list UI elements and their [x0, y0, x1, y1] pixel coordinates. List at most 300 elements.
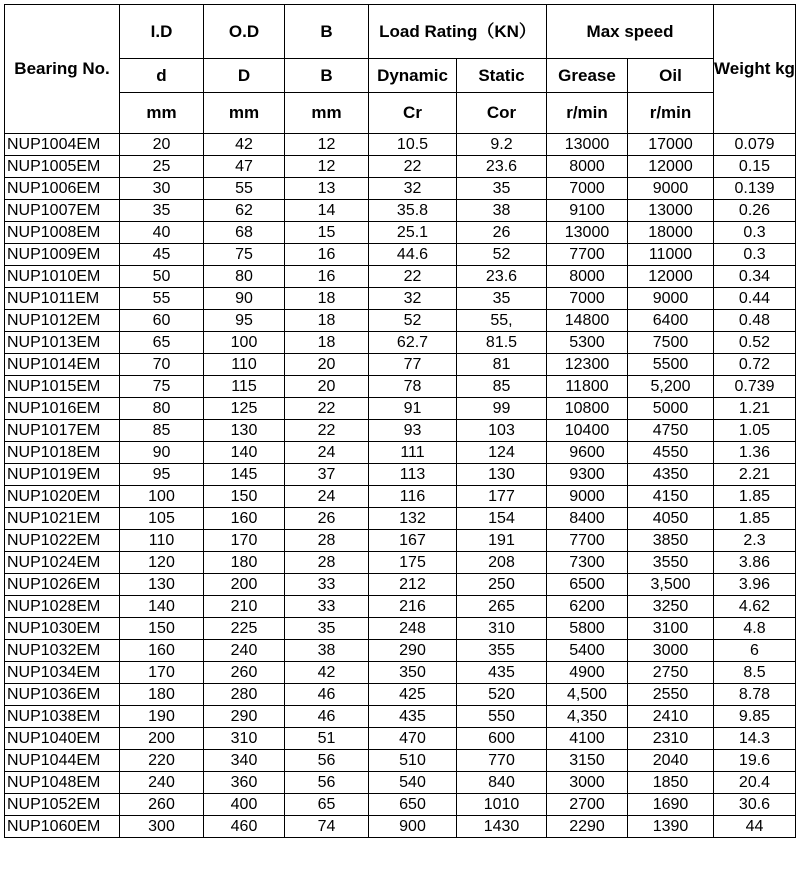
width-cell: 14 [285, 200, 369, 222]
width-cell: 16 [285, 244, 369, 266]
dynamic-load-cell: 22 [369, 266, 457, 288]
width-cell: 20 [285, 354, 369, 376]
bearing-no-cell: NUP1008EM [5, 222, 120, 244]
width-cell: 38 [285, 640, 369, 662]
dynamic-load-cell: 44.6 [369, 244, 457, 266]
inner-diameter-cell: 100 [120, 486, 204, 508]
grease-speed-cell: 7000 [547, 288, 628, 310]
bearing-spec-table [4, 4, 796, 838]
header-id: I.D [120, 5, 204, 59]
table-row [5, 552, 796, 574]
inner-diameter-cell: 180 [120, 684, 204, 706]
dynamic-load-cell: 77 [369, 354, 457, 376]
table-row [5, 816, 796, 838]
oil-speed-cell: 7500 [628, 332, 714, 354]
table-row [5, 794, 796, 816]
grease-speed-cell: 9100 [547, 200, 628, 222]
inner-diameter-cell: 25 [120, 156, 204, 178]
static-load-cell: 520 [457, 684, 547, 706]
width-cell: 22 [285, 398, 369, 420]
header-od: O.D [204, 5, 285, 59]
dynamic-load-cell: 167 [369, 530, 457, 552]
grease-speed-cell: 7000 [547, 178, 628, 200]
grease-speed-cell: 10800 [547, 398, 628, 420]
width-cell: 18 [285, 288, 369, 310]
oil-speed-cell: 4550 [628, 442, 714, 464]
outer-diameter-cell: 130 [204, 420, 285, 442]
bearing-no-cell: NUP1009EM [5, 244, 120, 266]
weight-cell: 4.62 [714, 596, 796, 618]
width-cell: 33 [285, 596, 369, 618]
bearing-no-cell: NUP1010EM [5, 266, 120, 288]
weight-cell: 1.36 [714, 442, 796, 464]
dynamic-load-cell: 113 [369, 464, 457, 486]
weight-cell: 2.21 [714, 464, 796, 486]
static-load-cell: 177 [457, 486, 547, 508]
dynamic-load-cell: 212 [369, 574, 457, 596]
outer-diameter-cell: 400 [204, 794, 285, 816]
grease-speed-cell: 2700 [547, 794, 628, 816]
static-load-cell: 310 [457, 618, 547, 640]
outer-diameter-cell: 55 [204, 178, 285, 200]
header-unit-id: mm [120, 93, 204, 134]
dynamic-load-cell: 350 [369, 662, 457, 684]
dynamic-load-cell: 470 [369, 728, 457, 750]
bearing-no-cell: NUP1032EM [5, 640, 120, 662]
bearing-no-cell: NUP1060EM [5, 816, 120, 838]
oil-speed-cell: 3250 [628, 596, 714, 618]
bearing-no-cell: NUP1030EM [5, 618, 120, 640]
static-load-cell: 770 [457, 750, 547, 772]
table-row [5, 376, 796, 398]
oil-speed-cell: 2310 [628, 728, 714, 750]
header-oil: Oil [628, 59, 714, 93]
bearing-no-cell: NUP1013EM [5, 332, 120, 354]
width-cell: 56 [285, 750, 369, 772]
static-load-cell: 23.6 [457, 266, 547, 288]
outer-diameter-cell: 90 [204, 288, 285, 310]
bearing-no-cell: NUP1036EM [5, 684, 120, 706]
table-row [5, 464, 796, 486]
static-load-cell: 208 [457, 552, 547, 574]
grease-speed-cell: 8000 [547, 266, 628, 288]
inner-diameter-cell: 260 [120, 794, 204, 816]
header-max-speed: Max speed [547, 5, 714, 59]
width-cell: 35 [285, 618, 369, 640]
table-row [5, 200, 796, 222]
inner-diameter-cell: 170 [120, 662, 204, 684]
oil-speed-cell: 4150 [628, 486, 714, 508]
dynamic-load-cell: 111 [369, 442, 457, 464]
weight-cell: 0.72 [714, 354, 796, 376]
outer-diameter-cell: 460 [204, 816, 285, 838]
header-D-symbol: D [204, 59, 285, 93]
oil-speed-cell: 5,200 [628, 376, 714, 398]
weight-cell: 1.05 [714, 420, 796, 442]
outer-diameter-cell: 95 [204, 310, 285, 332]
oil-speed-cell: 1390 [628, 816, 714, 838]
inner-diameter-cell: 220 [120, 750, 204, 772]
grease-speed-cell: 5400 [547, 640, 628, 662]
width-cell: 33 [285, 574, 369, 596]
oil-speed-cell: 5500 [628, 354, 714, 376]
inner-diameter-cell: 140 [120, 596, 204, 618]
weight-cell: 0.26 [714, 200, 796, 222]
table-row [5, 156, 796, 178]
header-unit-cor: Cor [457, 93, 547, 134]
dynamic-load-cell: 132 [369, 508, 457, 530]
bearing-no-cell: NUP1012EM [5, 310, 120, 332]
grease-speed-cell: 3150 [547, 750, 628, 772]
outer-diameter-cell: 310 [204, 728, 285, 750]
grease-speed-cell: 3000 [547, 772, 628, 794]
static-load-cell: 550 [457, 706, 547, 728]
header-B-symbol: B [285, 59, 369, 93]
width-cell: 46 [285, 706, 369, 728]
inner-diameter-cell: 20 [120, 134, 204, 156]
weight-cell: 0.079 [714, 134, 796, 156]
grease-speed-cell: 2290 [547, 816, 628, 838]
table-row [5, 618, 796, 640]
dynamic-load-cell: 290 [369, 640, 457, 662]
grease-speed-cell: 9000 [547, 486, 628, 508]
dynamic-load-cell: 216 [369, 596, 457, 618]
oil-speed-cell: 3550 [628, 552, 714, 574]
static-load-cell: 124 [457, 442, 547, 464]
width-cell: 20 [285, 376, 369, 398]
static-load-cell: 103 [457, 420, 547, 442]
header-unit-cr: Cr [369, 93, 457, 134]
bearing-no-cell: NUP1052EM [5, 794, 120, 816]
grease-speed-cell: 7700 [547, 244, 628, 266]
bearing-no-cell: NUP1014EM [5, 354, 120, 376]
table-row [5, 332, 796, 354]
grease-speed-cell: 6200 [547, 596, 628, 618]
table-row [5, 354, 796, 376]
inner-diameter-cell: 240 [120, 772, 204, 794]
dynamic-load-cell: 22 [369, 156, 457, 178]
bearing-no-cell: NUP1007EM [5, 200, 120, 222]
table-row [5, 134, 796, 156]
weight-cell: 8.78 [714, 684, 796, 706]
bearing-no-cell: NUP1021EM [5, 508, 120, 530]
weight-cell: 0.34 [714, 266, 796, 288]
oil-speed-cell: 2410 [628, 706, 714, 728]
width-cell: 12 [285, 134, 369, 156]
table-row [5, 706, 796, 728]
table-row [5, 596, 796, 618]
weight-cell: 9.85 [714, 706, 796, 728]
bearing-no-cell: NUP1011EM [5, 288, 120, 310]
header-load-rating: Load Rating（KN） [369, 5, 547, 59]
table-row [5, 530, 796, 552]
table-row [5, 266, 796, 288]
outer-diameter-cell: 150 [204, 486, 285, 508]
oil-speed-cell: 4350 [628, 464, 714, 486]
width-cell: 12 [285, 156, 369, 178]
bearing-no-cell: NUP1020EM [5, 486, 120, 508]
inner-diameter-cell: 110 [120, 530, 204, 552]
bearing-no-cell: NUP1005EM [5, 156, 120, 178]
outer-diameter-cell: 170 [204, 530, 285, 552]
grease-speed-cell: 5800 [547, 618, 628, 640]
weight-cell: 1.21 [714, 398, 796, 420]
weight-cell: 3.86 [714, 552, 796, 574]
oil-speed-cell: 1850 [628, 772, 714, 794]
weight-cell: 0.3 [714, 244, 796, 266]
static-load-cell: 250 [457, 574, 547, 596]
inner-diameter-cell: 300 [120, 816, 204, 838]
weight-cell: 3.96 [714, 574, 796, 596]
outer-diameter-cell: 210 [204, 596, 285, 618]
inner-diameter-cell: 30 [120, 178, 204, 200]
table-row [5, 398, 796, 420]
grease-speed-cell: 10400 [547, 420, 628, 442]
inner-diameter-cell: 70 [120, 354, 204, 376]
weight-cell: 0.44 [714, 288, 796, 310]
oil-speed-cell: 3850 [628, 530, 714, 552]
table-row [5, 640, 796, 662]
inner-diameter-cell: 95 [120, 464, 204, 486]
dynamic-load-cell: 175 [369, 552, 457, 574]
bearing-no-cell: NUP1018EM [5, 442, 120, 464]
inner-diameter-cell: 60 [120, 310, 204, 332]
static-load-cell: 355 [457, 640, 547, 662]
width-cell: 22 [285, 420, 369, 442]
oil-speed-cell: 3000 [628, 640, 714, 662]
outer-diameter-cell: 125 [204, 398, 285, 420]
weight-cell: 4.8 [714, 618, 796, 640]
bearing-no-cell: NUP1015EM [5, 376, 120, 398]
bearing-no-cell: NUP1022EM [5, 530, 120, 552]
bearing-no-cell: NUP1026EM [5, 574, 120, 596]
dynamic-load-cell: 91 [369, 398, 457, 420]
outer-diameter-cell: 160 [204, 508, 285, 530]
dynamic-load-cell: 900 [369, 816, 457, 838]
outer-diameter-cell: 200 [204, 574, 285, 596]
outer-diameter-cell: 115 [204, 376, 285, 398]
grease-speed-cell: 11800 [547, 376, 628, 398]
static-load-cell: 35 [457, 178, 547, 200]
oil-speed-cell: 12000 [628, 156, 714, 178]
dynamic-load-cell: 650 [369, 794, 457, 816]
static-load-cell: 435 [457, 662, 547, 684]
dynamic-load-cell: 510 [369, 750, 457, 772]
outer-diameter-cell: 260 [204, 662, 285, 684]
dynamic-load-cell: 25.1 [369, 222, 457, 244]
inner-diameter-cell: 200 [120, 728, 204, 750]
inner-diameter-cell: 150 [120, 618, 204, 640]
inner-diameter-cell: 130 [120, 574, 204, 596]
bearing-no-cell: NUP1006EM [5, 178, 120, 200]
outer-diameter-cell: 75 [204, 244, 285, 266]
table-row [5, 662, 796, 684]
table-row [5, 442, 796, 464]
grease-speed-cell: 9300 [547, 464, 628, 486]
inner-diameter-cell: 90 [120, 442, 204, 464]
table-row [5, 574, 796, 596]
oil-speed-cell: 3,500 [628, 574, 714, 596]
weight-cell: 2.3 [714, 530, 796, 552]
inner-diameter-cell: 75 [120, 376, 204, 398]
outer-diameter-cell: 110 [204, 354, 285, 376]
bearing-no-cell: NUP1019EM [5, 464, 120, 486]
table-row [5, 772, 796, 794]
static-load-cell: 840 [457, 772, 547, 794]
weight-cell: 1.85 [714, 486, 796, 508]
grease-speed-cell: 6500 [547, 574, 628, 596]
outer-diameter-cell: 42 [204, 134, 285, 156]
table-row [5, 508, 796, 530]
grease-speed-cell: 12300 [547, 354, 628, 376]
static-load-cell: 600 [457, 728, 547, 750]
bearing-no-cell: NUP1024EM [5, 552, 120, 574]
dynamic-load-cell: 435 [369, 706, 457, 728]
table-row [5, 728, 796, 750]
grease-speed-cell: 8000 [547, 156, 628, 178]
bearing-no-cell: NUP1044EM [5, 750, 120, 772]
width-cell: 42 [285, 662, 369, 684]
table-body [5, 134, 796, 838]
table-row [5, 178, 796, 200]
header-unit-oil: r/min [628, 93, 714, 134]
weight-cell: 0.739 [714, 376, 796, 398]
header-static: Static [457, 59, 547, 93]
width-cell: 28 [285, 530, 369, 552]
bearing-no-cell: NUP1004EM [5, 134, 120, 156]
dynamic-load-cell: 78 [369, 376, 457, 398]
weight-cell: 14.3 [714, 728, 796, 750]
bearing-no-cell: NUP1028EM [5, 596, 120, 618]
static-load-cell: 85 [457, 376, 547, 398]
weight-cell: 30.6 [714, 794, 796, 816]
width-cell: 37 [285, 464, 369, 486]
weight-cell: 19.6 [714, 750, 796, 772]
outer-diameter-cell: 62 [204, 200, 285, 222]
width-cell: 13 [285, 178, 369, 200]
header-grease: Grease [547, 59, 628, 93]
inner-diameter-cell: 105 [120, 508, 204, 530]
oil-speed-cell: 17000 [628, 134, 714, 156]
grease-speed-cell: 13000 [547, 222, 628, 244]
static-load-cell: 130 [457, 464, 547, 486]
static-load-cell: 1010 [457, 794, 547, 816]
inner-diameter-cell: 80 [120, 398, 204, 420]
outer-diameter-cell: 145 [204, 464, 285, 486]
outer-diameter-cell: 290 [204, 706, 285, 728]
table-row [5, 288, 796, 310]
outer-diameter-cell: 140 [204, 442, 285, 464]
outer-diameter-cell: 47 [204, 156, 285, 178]
grease-speed-cell: 14800 [547, 310, 628, 332]
oil-speed-cell: 9000 [628, 178, 714, 200]
table-row [5, 222, 796, 244]
oil-speed-cell: 2750 [628, 662, 714, 684]
table-row [5, 420, 796, 442]
table-row [5, 310, 796, 332]
outer-diameter-cell: 340 [204, 750, 285, 772]
oil-speed-cell: 4050 [628, 508, 714, 530]
header-unit-grease: r/min [547, 93, 628, 134]
table-row [5, 244, 796, 266]
dynamic-load-cell: 540 [369, 772, 457, 794]
inner-diameter-cell: 40 [120, 222, 204, 244]
outer-diameter-cell: 100 [204, 332, 285, 354]
grease-speed-cell: 9600 [547, 442, 628, 464]
oil-speed-cell: 13000 [628, 200, 714, 222]
weight-cell: 0.3 [714, 222, 796, 244]
bearing-no-cell: NUP1034EM [5, 662, 120, 684]
static-load-cell: 38 [457, 200, 547, 222]
header-unit-od: mm [204, 93, 285, 134]
dynamic-load-cell: 116 [369, 486, 457, 508]
static-load-cell: 154 [457, 508, 547, 530]
weight-cell: 6 [714, 640, 796, 662]
inner-diameter-cell: 45 [120, 244, 204, 266]
grease-speed-cell: 4,350 [547, 706, 628, 728]
grease-speed-cell: 4,500 [547, 684, 628, 706]
outer-diameter-cell: 80 [204, 266, 285, 288]
grease-speed-cell: 4900 [547, 662, 628, 684]
oil-speed-cell: 6400 [628, 310, 714, 332]
oil-speed-cell: 18000 [628, 222, 714, 244]
dynamic-load-cell: 52 [369, 310, 457, 332]
width-cell: 65 [285, 794, 369, 816]
dynamic-load-cell: 248 [369, 618, 457, 640]
outer-diameter-cell: 180 [204, 552, 285, 574]
header-weight: Weight kg [714, 5, 796, 134]
weight-cell: 0.139 [714, 178, 796, 200]
dynamic-load-cell: 425 [369, 684, 457, 706]
weight-cell: 1.85 [714, 508, 796, 530]
dynamic-load-cell: 32 [369, 288, 457, 310]
table-header [5, 5, 796, 134]
static-load-cell: 55, [457, 310, 547, 332]
outer-diameter-cell: 240 [204, 640, 285, 662]
width-cell: 28 [285, 552, 369, 574]
inner-diameter-cell: 120 [120, 552, 204, 574]
grease-speed-cell: 7700 [547, 530, 628, 552]
inner-diameter-cell: 50 [120, 266, 204, 288]
outer-diameter-cell: 68 [204, 222, 285, 244]
weight-cell: 20.4 [714, 772, 796, 794]
width-cell: 46 [285, 684, 369, 706]
oil-speed-cell: 5000 [628, 398, 714, 420]
width-cell: 18 [285, 332, 369, 354]
dynamic-load-cell: 35.8 [369, 200, 457, 222]
static-load-cell: 26 [457, 222, 547, 244]
inner-diameter-cell: 160 [120, 640, 204, 662]
width-cell: 26 [285, 508, 369, 530]
weight-cell: 0.48 [714, 310, 796, 332]
static-load-cell: 1430 [457, 816, 547, 838]
grease-speed-cell: 13000 [547, 134, 628, 156]
oil-speed-cell: 1690 [628, 794, 714, 816]
dynamic-load-cell: 10.5 [369, 134, 457, 156]
inner-diameter-cell: 65 [120, 332, 204, 354]
bearing-no-cell: NUP1048EM [5, 772, 120, 794]
width-cell: 18 [285, 310, 369, 332]
header-d-symbol: d [120, 59, 204, 93]
bearing-no-cell: NUP1017EM [5, 420, 120, 442]
grease-speed-cell: 7300 [547, 552, 628, 574]
width-cell: 74 [285, 816, 369, 838]
grease-speed-cell: 4100 [547, 728, 628, 750]
inner-diameter-cell: 35 [120, 200, 204, 222]
inner-diameter-cell: 190 [120, 706, 204, 728]
static-load-cell: 81.5 [457, 332, 547, 354]
oil-speed-cell: 11000 [628, 244, 714, 266]
